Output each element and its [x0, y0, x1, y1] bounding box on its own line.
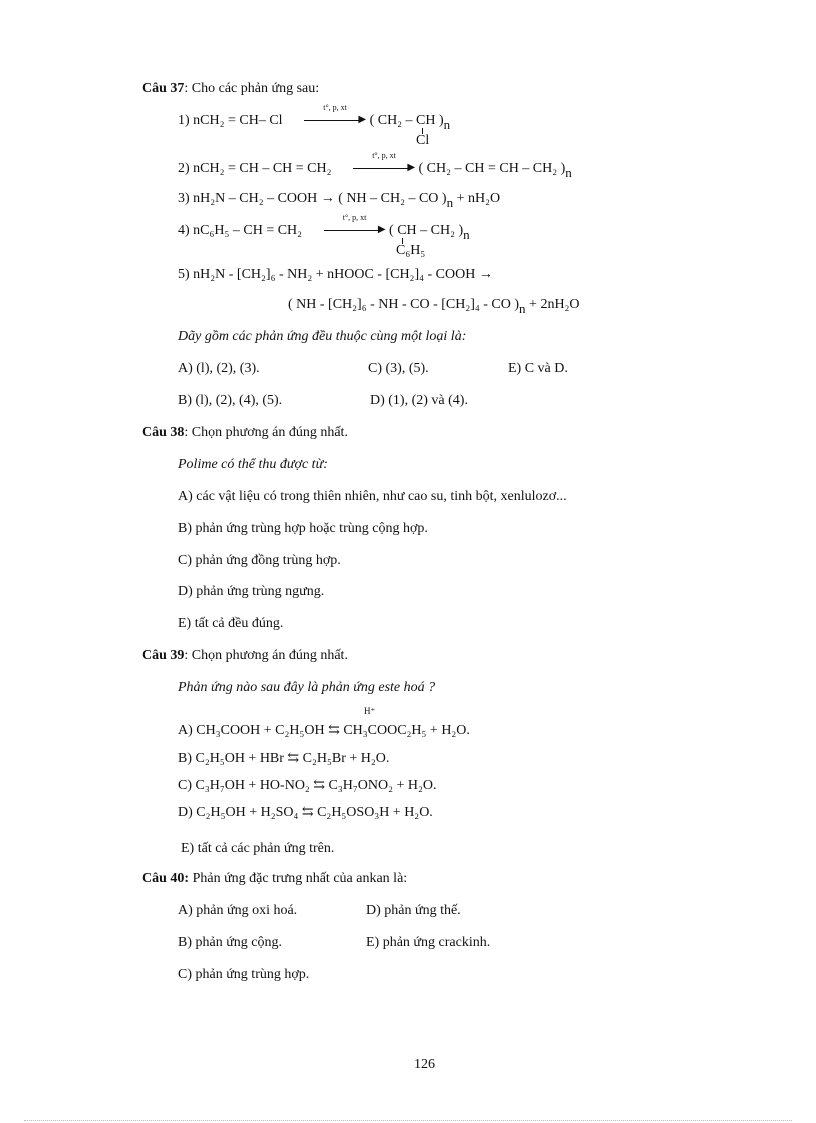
question-37-stem: Dãy gồm các phản ứng đều thuộc cùng một loại là: [178, 329, 467, 344]
question-40-option-a[interactable]: A) phản ứng oxi hoá. [178, 903, 298, 918]
question-38-option-a[interactable]: A) các vật liệu có trong thiên nhiên, như cao su, tinh bột, xenlulozơ... [178, 489, 567, 504]
question-39-label: Câu 39 [142, 648, 185, 663]
question-40-option-c[interactable]: C) phản ứng trùng hợp. [178, 967, 310, 982]
question-39-option-a[interactable]: A) CH₃COOH + C₂H₅OH ⇆ CH₃COOC₂H₅ + H₂O. [178, 723, 470, 738]
reaction-5-n: n [519, 301, 526, 316]
reaction-5-line-2 [288, 296, 580, 318]
reaction-4-lhs: 4) nC₆H₅ – CH = CH₂ [178, 223, 303, 238]
reaction-2-n: n [565, 165, 572, 180]
reaction-1-n: n [443, 117, 451, 132]
question-38-option-d[interactable]: D) phản ứng trùng ngưng. [178, 584, 325, 599]
question-40-prompt: Phản ứng đặc trưng nhất của ankan là: [189, 871, 408, 886]
reaction-4-substituent: C₆H₅ [396, 243, 426, 258]
question-38-label: Câu 38 [142, 425, 185, 440]
question-37-label: Câu 37 [142, 81, 185, 96]
question-39-catalyst: H⁺ [364, 706, 376, 716]
question-38-stem: Polime có thể thu được từ: [178, 457, 328, 472]
reaction-2-lhs: 2) nCH₂ = CH – CH = CH₂ [178, 161, 332, 176]
question-40-header [142, 870, 407, 888]
question-38-prompt: : Chọn phương án đúng nhất. [184, 425, 348, 440]
reaction-2-rhs: ( CH₂ – CH = CH – CH₂ ) [418, 161, 566, 176]
question-38-header [142, 424, 348, 442]
question-37-option-c[interactable]: C) (3), (5). [368, 361, 429, 376]
reaction-3-text: 3) nH₂N – CH₂ – COOH → ( NH – CH₂ – CO ) [178, 191, 447, 206]
reaction-4 [178, 213, 470, 244]
reaction-1 [178, 103, 451, 134]
reaction-1-substituent: Cl [416, 133, 430, 148]
reaction-4-rhs: ( CH – CH₂ ) [389, 223, 464, 238]
question-38-option-b[interactable]: B) phản ứng trùng hợp hoặc trùng cộng hợp. [178, 521, 428, 536]
question-40-option-e[interactable]: E) phản ứng crackinh. [366, 935, 491, 950]
page-number: 126 [414, 1057, 435, 1072]
question-39-stem: Phản ứng nào sau đây là phản ứng este hoá ? [178, 680, 436, 695]
question-39-option-d[interactable]: D) C₂H₅OH + H₂SO₄ ⇆ C₂H₅OSO₃H + H₂O. [178, 805, 433, 820]
reaction-5-tail: + 2nH₂O [525, 297, 580, 312]
question-39-option-b[interactable]: B) C₂H₅OH + HBr ⇆ C₂H₅Br + H₂O. [178, 751, 390, 766]
reaction-1-rhs: ( CH₂ – CH ) [369, 113, 444, 128]
question-40-label: Câu 40: [142, 871, 190, 886]
question-40-option-b[interactable]: B) phản ứng cộng. [178, 935, 283, 950]
question-37-option-e[interactable]: E) C và D. [508, 361, 568, 376]
question-39-option-e[interactable]: E) tất cả các phản ứng trên. [181, 841, 335, 856]
question-37-option-a[interactable]: A) (l), (2), (3). [178, 361, 260, 376]
footer-divider [24, 1120, 792, 1121]
reaction-2 [178, 151, 572, 182]
question-37-option-b[interactable]: B) (l), (2), (4), (5). [178, 393, 283, 408]
reaction-1-lhs: 1) nCH₂ = CH– Cl [178, 113, 283, 128]
question-37-header [142, 80, 319, 98]
question-38-option-c[interactable]: C) phản ứng đồng trùng hợp. [178, 553, 341, 568]
question-38-option-e[interactable]: E) tất cả đều đúng. [178, 616, 284, 631]
reaction-3-n: n [446, 195, 454, 210]
reaction-4-conditions: t°, p, xt [342, 213, 367, 222]
question-39-header [142, 647, 348, 665]
reaction-3-tail: + nH₂O [453, 191, 501, 206]
question-37-prompt: : Cho các phản ứng sau: [184, 81, 320, 96]
arrow-icon: t°, p, xt ▶ [353, 160, 415, 178]
reaction-5-line-1: 5) nH₂N - [CH₂]₆ - NH₂ + nHOOC - [CH₂]₄ - COOH → [178, 267, 493, 282]
question-37-option-d[interactable]: D) (1), (2) và (4). [370, 393, 468, 408]
question-39-prompt: : Chọn phương án đúng nhất. [184, 648, 348, 663]
reaction-5-product: ( NH - [CH₂]₆ - NH - CO - [CH₂]₄ - CO ) [288, 297, 520, 312]
arrow-icon: t°, p, xt ▶ [304, 112, 366, 130]
reaction-4-n: n [463, 227, 470, 242]
reaction-3 [178, 190, 500, 212]
question-39-option-c[interactable]: C) C₃H₇OH + HO-NO₂ ⇆ C₃H₇ONO₂ + H₂O. [178, 778, 437, 793]
question-40-option-d[interactable]: D) phản ứng thế. [366, 903, 461, 918]
reaction-1-conditions: t°, p, xt [323, 103, 347, 112]
reaction-2-conditions: t°, p, xt [372, 151, 396, 160]
arrow-icon: t°, p, xt ▶ [324, 222, 386, 240]
